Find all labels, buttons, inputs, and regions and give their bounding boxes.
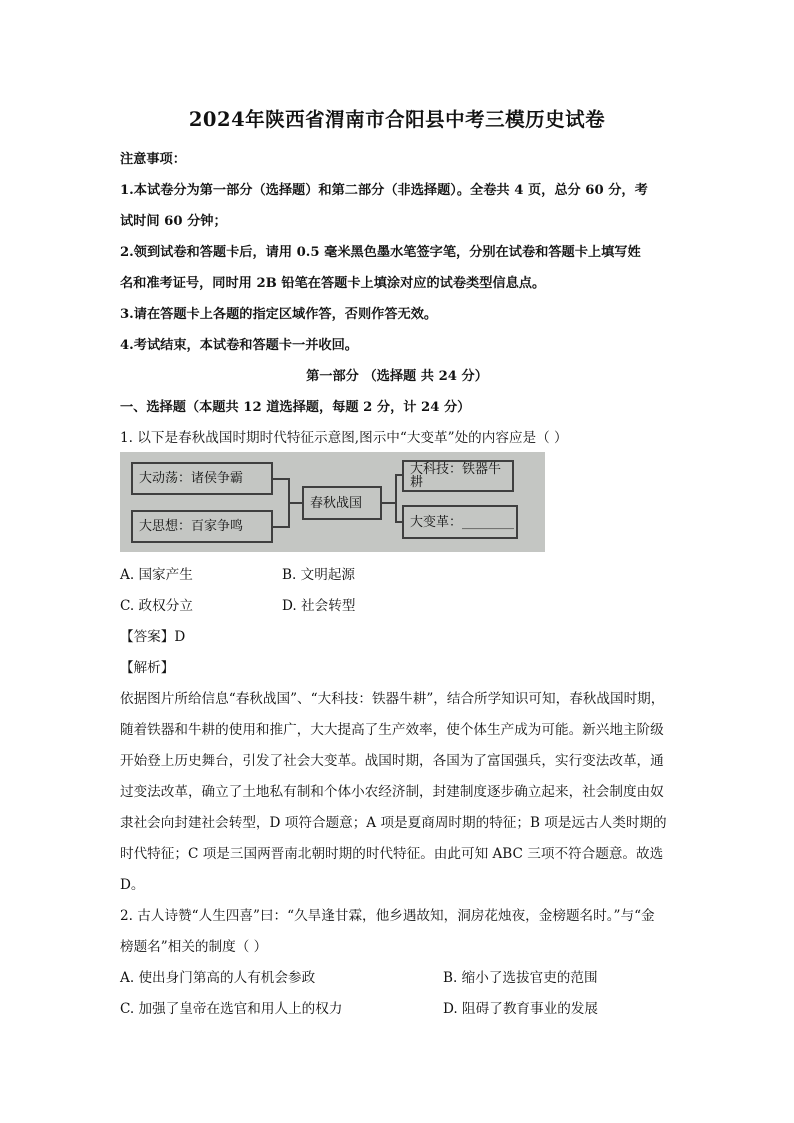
notice-heading: 注意事项： xyxy=(120,152,186,167)
part-title: 第一部分 （选择题 共 24 分） xyxy=(306,369,488,384)
diagram-box-technology: 大科技：铁器牛耕 xyxy=(402,460,514,492)
q2-option-b: B. 缩小了选拔官吏的范围 xyxy=(443,970,598,986)
diagram-box-thought: 大思想：百家争鸣 xyxy=(131,510,273,543)
q2-option-d: D. 阻碍了教育事业的发展 xyxy=(443,1001,598,1017)
q1-option-d: D. 社会转型 xyxy=(282,598,356,614)
diagram-box-turmoil: 大动荡：诸侯争霸 xyxy=(131,462,273,495)
notice-line: 1.本试卷分为第一部分（选择题）和第二部分（非选择题）。全卷共 4 页，总分 60 分，考 xyxy=(120,183,648,198)
notice-line: 试时间 60 分钟； xyxy=(120,214,227,229)
q2-option-a: A. 使出身门第高的人有机会参政 xyxy=(120,970,316,986)
notice-line: 名和准考证号，同时用 2B 铅笔在答题卡上填涂对应的试卷类型信息点。 xyxy=(120,276,546,291)
q1-answer: 【答案】D xyxy=(120,629,186,645)
diagram-box-reform: 大变革：________ xyxy=(402,505,518,539)
era-features-diagram xyxy=(120,452,545,552)
q1-analysis-label: 【解析】 xyxy=(120,660,175,676)
q1-analysis-line: 随着铁器和牛耕的使用和推广，大大提高了生产效率，使个体生产成为可能。新兴地主阶级 xyxy=(120,722,664,738)
page-title: 2024年陕西省渭南市合阳县中考三模历史试卷 xyxy=(188,108,606,131)
question-2-stem-cont: 榜题名”相关的制度（ ） xyxy=(120,939,268,955)
q1-analysis-line: 依据图片所给信息“春秋战国”、“大科技：铁器牛耕”，结合所学知识可知，春秋战国时期， xyxy=(120,691,665,707)
notice-line: 4.考试结束，本试卷和答题卡一并收回。 xyxy=(120,338,358,353)
q1-analysis-line: 隶社会向封建社会转型，D 项符合题意；A 项是夏商周时期的特征；B 项是远古人类时期的 xyxy=(120,815,667,831)
q1-analysis-line: 时代特征；C 项是三国两晋南北朝时期的时代特征。由此可知 ABC 三项不符合题意。故选 xyxy=(120,846,664,862)
q1-option-c: C. 政权分立 xyxy=(120,598,193,614)
diagram-box-center: 春秋战国 xyxy=(302,486,382,520)
section-title: 一、选择题（本题共 12 道选择题，每题 2 分，计 24 分） xyxy=(120,400,471,415)
notice-line: 3.请在答题卡上各题的指定区域作答，否则作答无效。 xyxy=(120,307,438,322)
q1-analysis-line: 过变法改革，确立了土地私有制和个体小农经济制，封建制度逐步确立起来，社会制度由奴 xyxy=(120,784,664,800)
notice-line: 2.领到试卷和答题卡后，请用 0.5 毫米黑色墨水笔签字笔，分别在试卷和答题卡上填写姓 xyxy=(120,245,641,260)
question-1-stem: 1. 以下是春秋战国时期时代特征示意图,图示中“大变革”处的内容应是（ ） xyxy=(120,430,568,446)
question-2-stem: 2. 古人诗赞“人生四喜”曰：“久旱逢甘霖，他乡遇故知，洞房花烛夜，金榜题名时。”与“金 xyxy=(120,908,655,924)
q1-option-b: B. 文明起源 xyxy=(282,567,356,583)
q1-option-a: A. 国家产生 xyxy=(120,567,193,583)
q2-option-c: C. 加强了皇帝在选官和用人上的权力 xyxy=(120,1001,343,1017)
q1-analysis-line: 开始登上历史舞台，引发了社会大变革。战国时期，各国为了富国强兵，实行变法改革，通 xyxy=(120,753,664,769)
q1-analysis-line: D。 xyxy=(120,877,145,893)
